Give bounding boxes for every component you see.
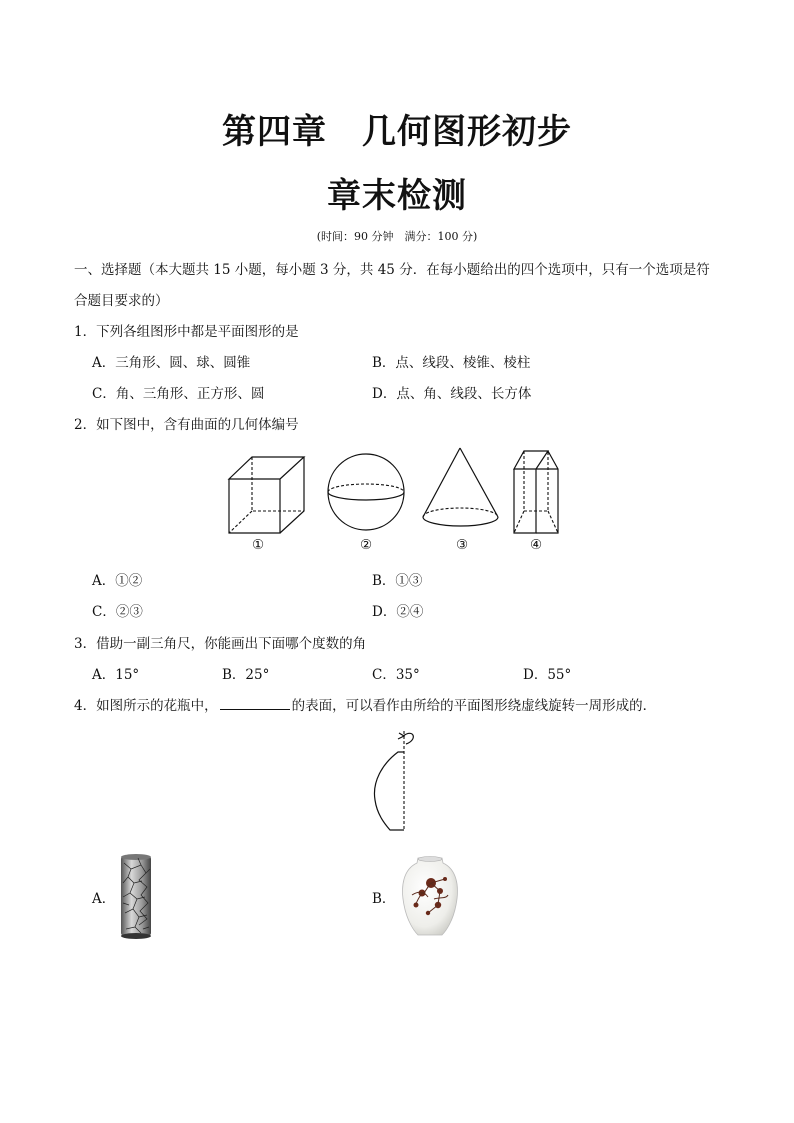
page-title: 第四章 几何图形初步 bbox=[222, 112, 572, 152]
question-2-option-c[interactable]: C．②③ bbox=[92, 604, 143, 620]
question-2-option-a[interactable]: A．①② bbox=[92, 573, 143, 589]
question-3-option-b[interactable]: B．25° bbox=[222, 667, 270, 683]
question-3-stem: 3．借助一副三角尺，你能画出下面哪个度数的角 bbox=[74, 636, 367, 652]
cylinder-vase-image[interactable] bbox=[119, 853, 153, 939]
figure-label-2: ② bbox=[360, 537, 373, 553]
question-2-stem: 2．如下图中，含有曲面的几何体编号 bbox=[74, 417, 299, 433]
question-1-option-d[interactable]: D．点、角、线段、长方体 bbox=[372, 386, 532, 402]
page-subtitle: 章末检测 bbox=[327, 176, 467, 216]
section-intro-line1: 一、选择题（本大题共 15 小题，每小题 3 分，共 45 分．在每小题给出的四个选项中，只有一个选项是符 bbox=[74, 262, 710, 278]
question-4-stem-after: 的表面，可以看作由所给的平面图形绕虚线旋转一周形成的． bbox=[291, 698, 657, 714]
figure-label-4: ④ bbox=[530, 537, 543, 553]
question-4-option-a[interactable]: A． bbox=[92, 891, 116, 907]
question-3-option-d[interactable]: D．55° bbox=[523, 667, 572, 683]
question-1-option-c[interactable]: C．角、三角形、正方形、圆 bbox=[92, 386, 265, 402]
figure-label-3: ③ bbox=[456, 537, 469, 553]
question-2-option-b[interactable]: B．①③ bbox=[372, 573, 423, 589]
figure-label-1: ① bbox=[252, 537, 265, 553]
porcelain-vase-image[interactable] bbox=[398, 855, 462, 939]
question-1-stem: 1．下列各组图形中都是平面图形的是 bbox=[74, 324, 299, 340]
section-intro-line2: 合题目要求的） bbox=[74, 293, 169, 309]
question-4-option-b[interactable]: B． bbox=[372, 891, 396, 907]
question-3-option-a[interactable]: A．15° bbox=[92, 667, 140, 683]
question-2-option-d[interactable]: D．②④ bbox=[372, 604, 424, 620]
question-1-option-b[interactable]: B．点、线段、棱锥、棱柱 bbox=[372, 355, 531, 371]
question-4-stem-before: 4．如图所示的花瓶中， bbox=[74, 698, 218, 714]
question-1-option-a[interactable]: A．三角形、圆、球、圆锥 bbox=[92, 355, 251, 371]
question-3-option-c[interactable]: C．35° bbox=[372, 667, 420, 683]
exam-meta: (时间：90 分钟 满分：100 分) bbox=[316, 230, 478, 243]
